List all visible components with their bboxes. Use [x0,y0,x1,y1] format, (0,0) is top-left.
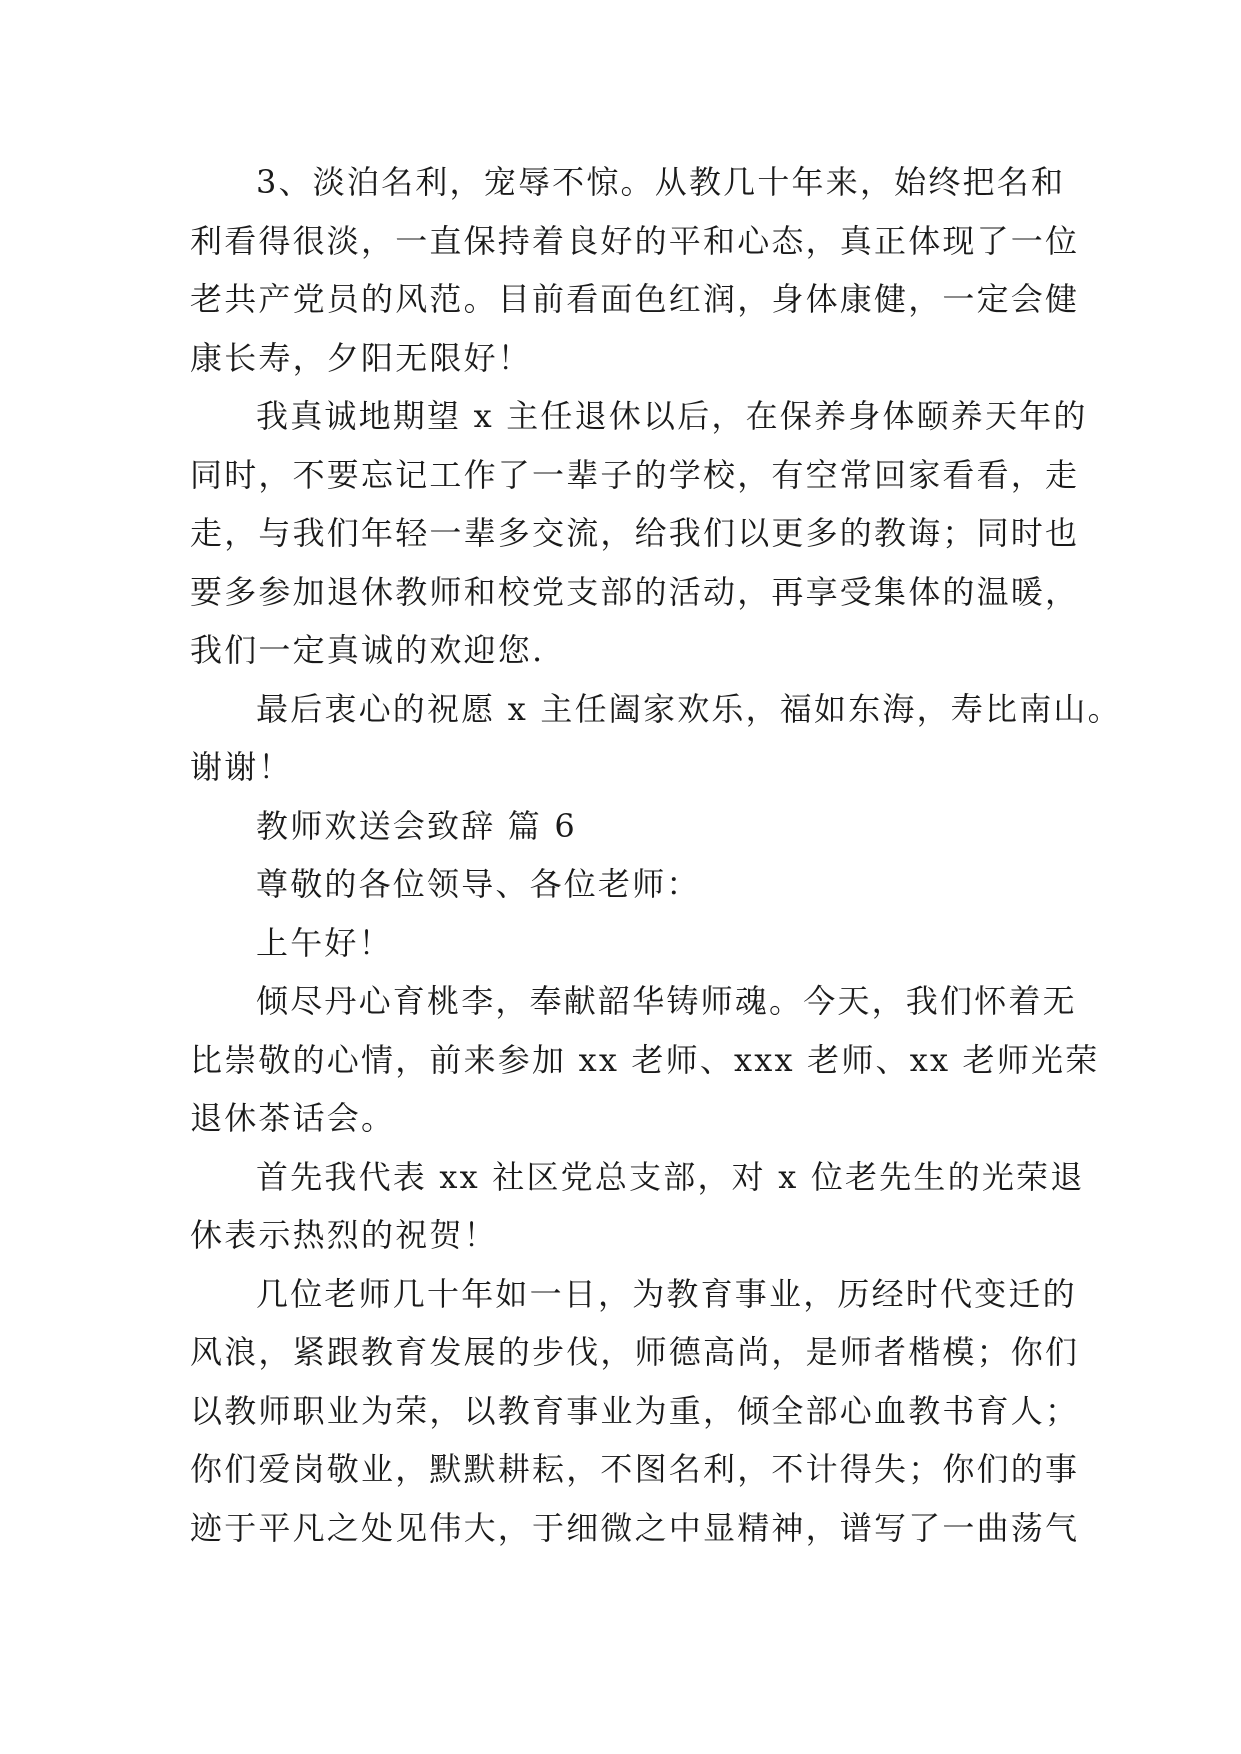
text-line: 比崇敬的心情，前来参加 xx 老师、xxx 老师、xx 老师光荣 [190,1040,1100,1079]
text-line: 利看得很淡，一直保持着良好的平和心态，真正体现了一位 [190,221,1080,260]
section-heading: 教师欢送会致辞 篇 6 [256,806,577,845]
text-line: 走，与我们年轻一辈多交流，给我们以更多的教诲；同时也 [190,514,1080,552]
document-body [190,153,1122,1557]
text-line: 康长寿，夕阳无限好！ [190,338,533,377]
text-line: 3、淡泊名利，宠辱不惊。从教几十年来，始终把名和 [256,163,1066,201]
text-line: 风浪，紧跟教育发展的步伐，师德高尚，是师者楷模；你们 [190,1333,1080,1371]
text-line: 休表示热烈的祝贺！ [190,1216,498,1254]
text-line: 我真诚地期望 x 主任退休以后，在保养身体颐养天年的 [256,397,1088,435]
text-line: 以教师职业为荣，以教育事业为重，倾全部心血教书育人； [190,1391,1080,1430]
text-line: 谢谢！ [190,748,293,786]
text-line: 退休茶话会。 [190,1099,396,1137]
text-line: 首先我代表 xx 社区党总支部，对 x 位老先生的光荣退 [256,1157,1085,1196]
text-line: 几位老师几十年如一日，为教育事业，历经时代变迁的 [256,1274,1077,1313]
text-line: 要多参加退休教师和校党支部的活动，再享受集体的温暖， [190,572,1080,611]
text-line: 我们一定真诚的欢迎您. [190,631,545,669]
text-line: 迹于平凡之处见伟大，于细微之中显精神，谱写了一曲荡气 [190,1508,1080,1547]
text-line: 最后衷心的祝愿 x 主任阖家欢乐，福如东海，寿比南山。 [256,689,1122,728]
salutation: 尊敬的各位领导、各位老师： [256,865,701,903]
text-line: 同时，不要忘记工作了一辈子的学校，有空常回家看看，走 [190,455,1080,494]
text-line: 老共产党员的风范。目前看面色红润，身体康健，一定会健 [190,280,1080,318]
greeting: 上午好！ [256,923,393,962]
text-line: 倾尽丹心育桃李，奉献韶华铸师魂。今天，我们怀着无 [256,982,1077,1020]
text-line: 你们爱岗敬业，默默耕耘，不图名利，不计得失；你们的事 [190,1450,1080,1488]
